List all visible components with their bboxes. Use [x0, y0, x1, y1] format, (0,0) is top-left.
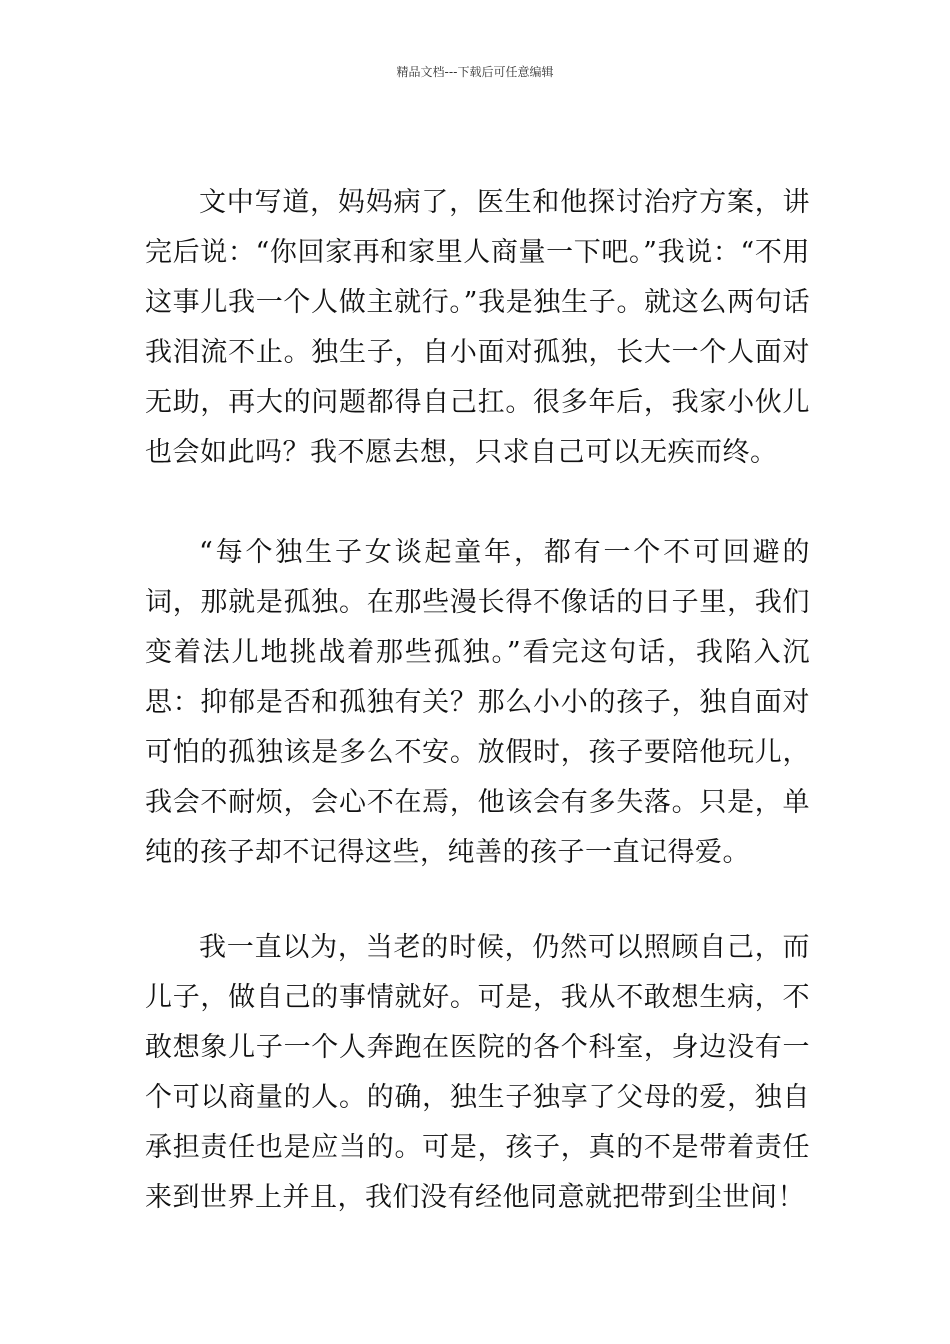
paragraph: 文中写道，妈妈病了，医生和他探讨治疗方案，讲完后说：“你回家再和家里人商量一下吧。”我说：“不用这事儿我一个人做主就行。”我是独生子。就这么两句话我泪流不止。独生子，自小面对孤独，长大一个人面对无助，再大的问题都得自己扛。很多年后，我家小伙儿也会如此吗？我不愿去想，只求自己可以无疾而终。: [145, 187, 810, 468]
page-header: 精品文档---下载后可任意编辑: [396, 65, 554, 79]
paragraph: 我一直以为，当老的时候，仍然可以照顾自己，而儿子，做自己的事情就好。可是，我从不敢想生病，不敢想象儿子一个人奔跑在医院的各个科室，身边没有一个可以商量的人。的确，独生子独享了父母的爱，独自承担责任也是应当的。可是，孩子，真的不是带着责任来到世界上并且，我们没有经他同意就把带到尘世间！: [145, 932, 810, 1213]
paragraph-2-container: [145, 528, 810, 878]
paragraph: “每个独生子女谈起童年，都有一个不可回避的词，那就是孤独。在那些漫长得不像话的日子里，我们变着法儿地挑战着那些孤独。”看完这句话，我陷入沉思：抑郁是否和孤独有关？那么小小的孩子，独自面对可怕的孤独该是多么不安。放假时，孩子要陪他玩儿，我会不耐烦，会心不在焉，他该会有多失落。只是，单纯的孩子却不记得这些，纯善的孩子一直记得爱。: [145, 537, 810, 868]
paragraph-3-container: [145, 923, 810, 1223]
paragraph-1-container: [145, 178, 810, 478]
